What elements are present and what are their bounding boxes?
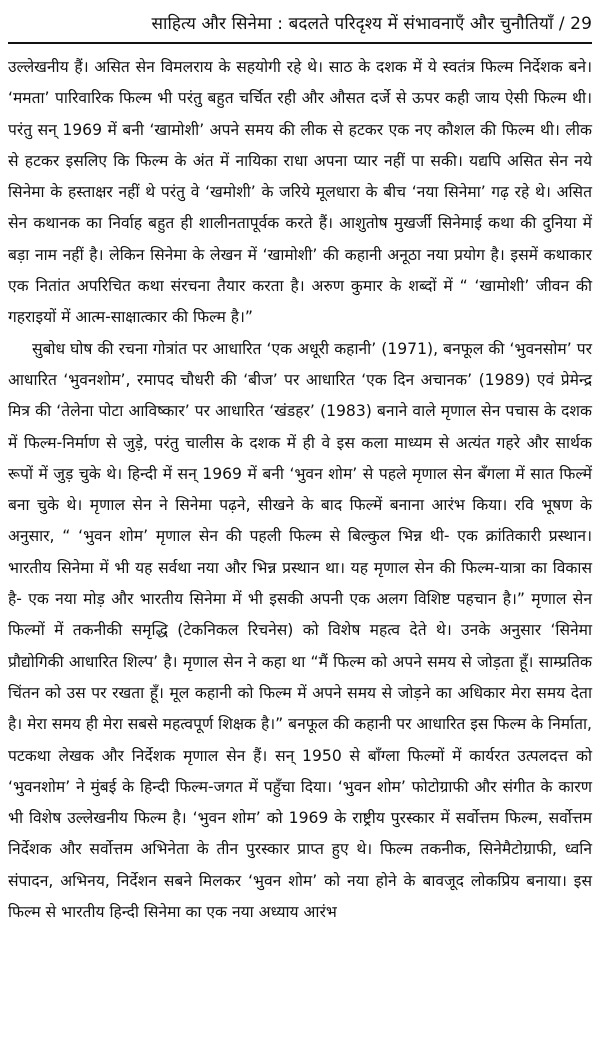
book-page [8, 0, 592, 1040]
paragraph-2: सुबोध घोष की रचना गोत्रांत पर आधारित ‘एक अधूरी कहानी’ (1971), बनफूल की ‘भुवनसोम’ पर आधारित ‘भुवनशोम’, रमापद चौधरी की ‘बीज’ पर आधारित ‘एक दिन अचानक’ (1989) एवं प्रेमेन्द्र मित्र की ‘तेलेना पोटा आविष्कार’ पर आधारित ‘खंडहर’ (1983) बनाने वाले मृणाल सेन पचास के दशक में फिल्म-निर्माण से जुड़े, परंतु चालीस के दशक में ही वे इस कला माध्यम से अत्यंत गहरे और सार्थक रूपों में जुड़ चुके थे। हिन्दी में सन् 1969 में बनी ‘भुवन शोम’ से पहले मृणाल सेन बँगला में सात फिल्में बना चुके थे। मृणाल सेन ने सिनेमा पढ़ने, सीखने के बाद फिल्में बनाना आरंभ किया। रवि भूषण के अनुसार, “ ‘भुवन शोम’ मृणाल सेन की पहली फिल्म से बिल्कुल भिन्न थी- एक क्रांतिकारी प्रस्थान। भारतीय सिनेमा में भी यह सर्वथा नया और भिन्न प्रस्थान था। यह मृणाल सेन की फिल्म-यात्रा का विकास है- एक नया मोड़ और भारतीय सिनेमा में भी इसकी अपनी एक अलग विशिष्ट पहचान है।” मृणाल सेन फिल्मों में तकनीकी समृद्धि (टेकनिकल रिचनेस) को विशेष महत्व देते थे। उनके अनुसार ‘सिनेमा प्रौद्योगिकी आधारित शिल्प’ है। मृणाल सेन ने कहा था “मैं फिल्म को अपने समय से जोड़ता हूँ। साम्प्रतिक चिंतन को उस पर रखता हूँ। मूल कहानी को फिल्म में अपने समय से जोड़ने का अधिकार मेरा समय देता है। मेरा समय ही मेरा सबसे महत्वपूर्ण शिक्षक है।” बनफूल की कहानी पर आधारित इस फिल्म के निर्माता, पटकथा लेखक और निर्देशक मृणाल सेन हैं। सन् 1950 से बाँग्ला फिल्मों में कार्यरत उत्पलदत्त को ‘भुवनशोम’ ने मुंबई के हिन्दी फिल्म-जगत में पहुँचा दिया। ‘भुवन शोम’ फोटोग्राफी और संगीत के कारण भी विशेष उल्लेखनीय फिल्म है। ‘भुवन शोम’ को 1969 के राष्ट्रीय पुरस्कार में सर्वोत्तम फिल्म, सर्वोत्तम निर्देशक और सर्वोत्तम अभिनेता के तीन पुरस्कार प्राप्त हुए थे। फिल्म तकनीक, सिनेमैटोग्राफी, ध्वनि संपादन, अभिनय, निर्देशन सबने मिलकर ‘भुवन शोम’ को नया होने के बावजूद लोकप्रिय बनाया। इस फिल्म से भारतीय हिन्दी सिनेमा का एक नया अध्याय आरंभ [8, 339, 592, 922]
header-rule [8, 42, 592, 44]
body-text [8, 52, 592, 928]
running-title: साहित्य और सिनेमा : बदलते परिदृश्य में संभावनाएँ और चुनौतियाँ / 29 [151, 14, 592, 34]
page-header [8, 8, 592, 46]
paragraph-1: उल्लेखनीय हैं। असित सेन विमलराय के सहयोगी रहे थे। साठ के दशक में ये स्वतंत्र फिल्म निर्देशक बने। ‘ममता’ पारिवारिक फिल्म भी परंतु बहुत चर्चित रही और औसत दर्जे से ऊपर कही जाय ऐसी फिल्म थी। परंतु सन् 1969 में बनी ‘खामोशी’ अपने समय की लीक से हटकर एक नए कौशल की फिल्म थी। लीक से हटकर इसलिए कि फिल्म के अंत में नायिका राधा अपना प्यार नहीं पा सकी। यद्यपि असित सेन नये सिनेमा के हस्ताक्षर नहीं थे परंतु वे ‘खमोशी’ के जरिये मूलधारा के बीच ‘नया सिनेमा’ गढ़ रहे थे। असित सेन कथानक का निर्वाह बहुत ही शालीनतापूर्वक करते हैं। आशुतोष मुखर्जी सिनेमाई कथा की दुनिया में बड़ा नाम नहीं है। लेकिन सिनेमा के लेखन में ‘खामोशी’ की कहानी अनूठा नया प्रयोग है। इसमें कथाकार एक नितांत अपरिचित कथा संरचना तैयार करता है। अरुण कुमार के शब्दों में “ ‘खामोशी’ जीवन की गहराइयों में आत्म-साक्षात्कार की फिल्म है।” [8, 58, 592, 327]
